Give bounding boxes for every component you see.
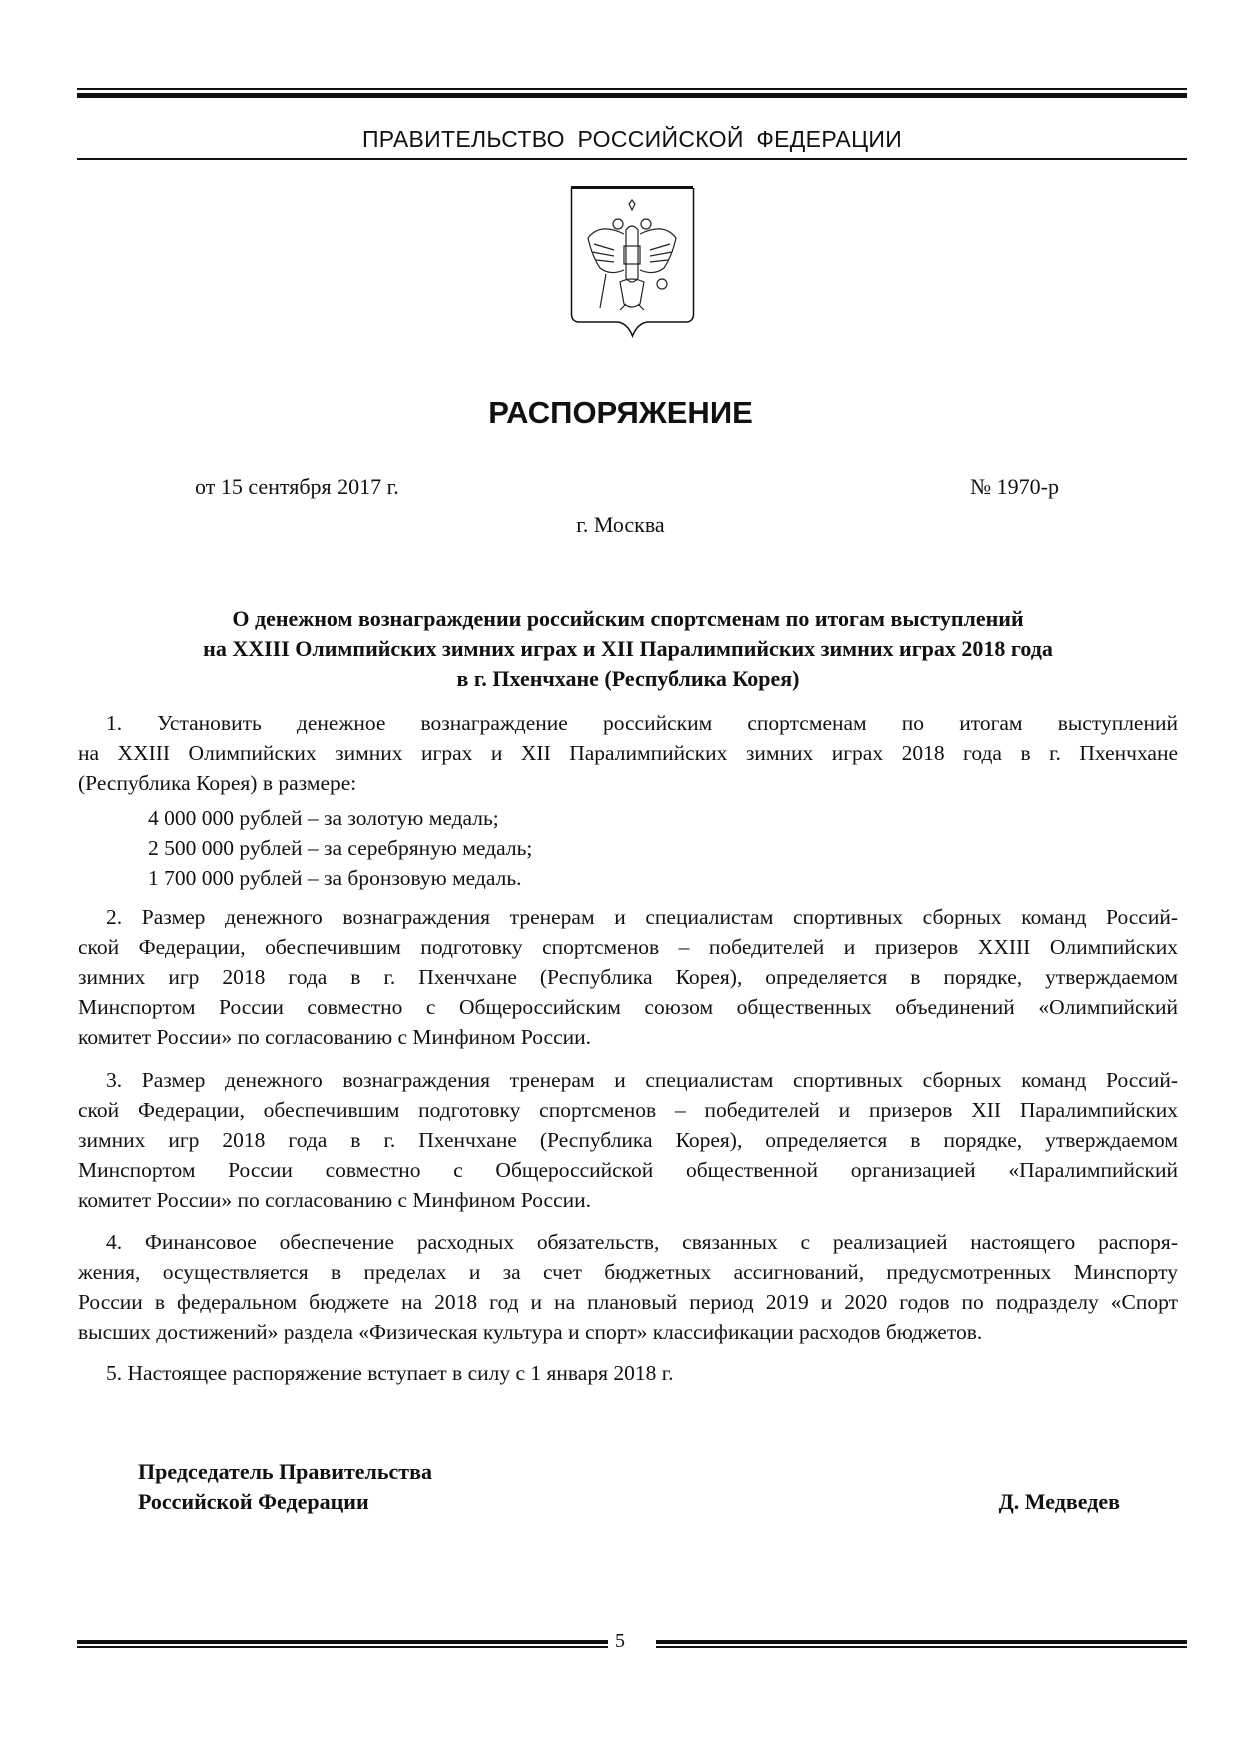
- medal-amount-item: 1 700 000 рублей – за бронзовую медаль.: [148, 866, 522, 890]
- medal-amount-item: 4 000 000 рублей – за золотую медаль;: [148, 806, 499, 830]
- footer-rule-thick-left: [77, 1640, 608, 1644]
- paragraph-5: [78, 1358, 1178, 1388]
- signatory-position: [138, 1457, 432, 1517]
- document-type-title: РАСПОРЯЖЕНИЕ: [488, 395, 753, 430]
- footer-rule-thin-left: [77, 1646, 608, 1648]
- document-place: г. Москва: [576, 512, 665, 537]
- paragraph-line: России в федеральном бюджете на 2018 год и на плановый период 2019 и 2020 годов по подразделу «Спорт: [78, 1290, 1178, 1314]
- header-rule-thick: [77, 93, 1187, 98]
- paragraph-line: на XXIII Олимпийских зимних играх и XII Паралимпийских зимних играх 2018 года в г. Пхенчхане: [78, 741, 1178, 765]
- paragraph-line: комитет России» по согласованию с Минфином России.: [78, 1188, 592, 1212]
- paragraph-line: ской Федерации, обеспечившим подготовку спортсменов – победителей и призеров XXIII Олимпийских: [78, 935, 1178, 959]
- medal-amounts-list: [78, 803, 1178, 893]
- paragraph-line: 5. Настоящее распоряжение вступает в силу с 1 января 2018 г.: [106, 1361, 674, 1385]
- heading-line: О денежном вознаграждении российским спортсменам по итогам выступлений: [232, 606, 1024, 631]
- document-date: от 15 сентября 2017 г.: [195, 474, 399, 499]
- paragraph-3: [78, 1065, 1178, 1215]
- document-number: № 1970-р: [970, 474, 1059, 499]
- footer-rule-thin-right: [656, 1646, 1187, 1648]
- government-name: ПРАВИТЕЛЬСТВО РОССИЙСКОЙ ФЕДЕРАЦИИ: [361, 126, 903, 152]
- paragraph-line: ской Федерации, обеспечившим подготовку спортсменов – победителей и призеров XII Паралимпийских: [78, 1098, 1178, 1122]
- paragraph-line: Минспортом России совместно с Общероссийским союзом общественных объединений «Олимпийский: [78, 995, 1178, 1019]
- paragraph-line: зимних игр 2018 года в г. Пхенчхане (Республика Корея), определяется в порядке, утверждаемом: [78, 965, 1178, 989]
- heading-line: в г. Пхенчхане (Республика Корея): [456, 666, 800, 691]
- paragraph-line: 1. Установить денежное вознаграждение российским спортсменам по итогам выступлений: [106, 711, 1178, 735]
- document-heading: [78, 604, 1178, 694]
- medal-amount-item: 2 500 000 рублей – за серебряную медаль;: [148, 836, 533, 860]
- paragraph-line: 4. Финансовое обеспечение расходных обязательств, связанных с реализацией настоящего распоря-: [106, 1230, 1178, 1254]
- paragraph-line: 2. Размер денежного вознаграждения тренерам и специалистам спортивных сборных команд Россий-: [106, 905, 1178, 929]
- header-underline: [77, 158, 1187, 160]
- footer-rule-thick-right: [656, 1640, 1187, 1644]
- paragraph-line: комитет России» по согласованию с Минфином России.: [78, 1025, 592, 1049]
- paragraph-line: 3. Размер денежного вознаграждения тренерам и специалистам спортивных сборных команд Россий-: [106, 1068, 1178, 1092]
- paragraph-4: [78, 1227, 1178, 1347]
- paragraph-line: (Республика Корея) в размере:: [78, 771, 357, 795]
- paragraph-line: жения, осуществляется в пределах и за счет бюджетных ассигнований, предусмотренных Минспорту: [78, 1260, 1178, 1284]
- header-rule-thin: [77, 88, 1187, 90]
- paragraph-line: Минспортом России совместно с Общероссийской общественной организацией «Паралимпийский: [78, 1158, 1178, 1182]
- signatory-position-line: Председатель Правительства: [138, 1459, 432, 1484]
- heading-line: на XXIII Олимпийских зимних играх и XII Паралимпийских зимних играх 2018 года: [203, 636, 1053, 661]
- coat-of-arms-icon: [570, 186, 695, 338]
- paragraph-line: высших достижений» раздела «Физическая культура и спорт» классификации расходов бюджетов.: [78, 1320, 983, 1344]
- signatory-position-line: Российской Федерации: [138, 1489, 369, 1514]
- paragraph-line: зимних игр 2018 года в г. Пхенчхане (Республика Корея), определяется в порядке, утверждаемом: [78, 1128, 1178, 1152]
- paragraph-2: [78, 902, 1178, 1052]
- page-number: 5: [615, 1630, 625, 1652]
- signatory-name: Д. Медведев: [998, 1489, 1120, 1514]
- paragraph-1: [78, 708, 1178, 798]
